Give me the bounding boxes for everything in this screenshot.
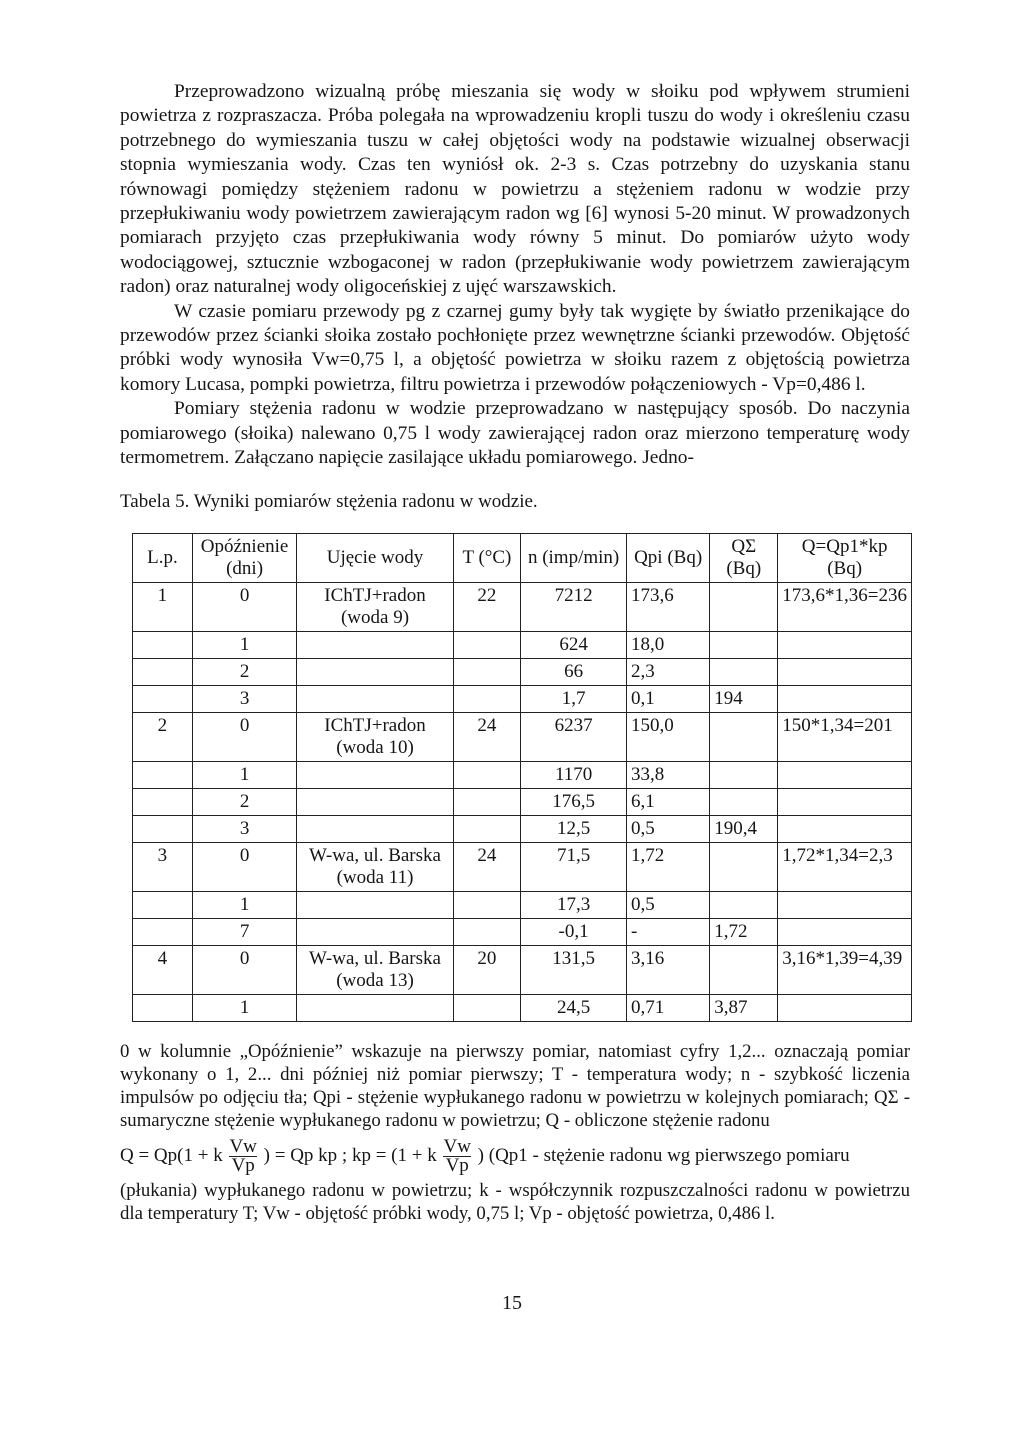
table-row [133, 658, 912, 685]
table-cell [133, 815, 193, 842]
table-cell [453, 658, 521, 685]
table-cell: 1,72 [627, 842, 710, 891]
table-cell [453, 761, 521, 788]
table-cell: 4 [133, 945, 193, 994]
table-cell: 24 [453, 842, 521, 891]
table-cell: 1,7 [521, 685, 627, 712]
table-cell: 2,3 [627, 658, 710, 685]
fraction-1-denominator: Vp [231, 1154, 255, 1176]
table-cell: 1 [192, 891, 297, 918]
table-cell: 173,6 [627, 582, 710, 631]
header-qsum: QΣ (Bq) [710, 533, 778, 582]
header-q: Q=Qp1*kp (Bq) [778, 533, 912, 582]
table-cell [297, 631, 453, 658]
table-cell: 624 [521, 631, 627, 658]
table-cell: W-wa, ul. Barska (woda 11) [297, 842, 453, 891]
table-cell [778, 918, 912, 945]
table-cell: 190,4 [710, 815, 778, 842]
table-cell: 71,5 [521, 842, 627, 891]
table-cell: 24 [453, 712, 521, 761]
header-source: Ujęcie wody [297, 533, 453, 582]
table-cell: 0,5 [627, 891, 710, 918]
table-cell: 17,3 [521, 891, 627, 918]
table-cell: -0,1 [521, 918, 627, 945]
table-row [133, 712, 912, 761]
header-temp: T (°C) [453, 533, 521, 582]
table-cell: 6237 [521, 712, 627, 761]
paragraph-2: W czasie pomiaru przewody pg z czarnej gumy były tak wygięte by światło przenikające do przewodów przez ścianki słoika zostało pochłonięte przez wewnętrzne ścianki przewodów. Objętość próbki wody wynosiła Vw=0,75 l, a objętość powietrza w słoiku razem z objętością powietrza komory Lucasa, pompki powietrza, filtru powietrza i przewodów połączeniowych - Vp=0,486 l. [120, 300, 910, 395]
table-cell [778, 761, 912, 788]
table-cell [710, 712, 778, 761]
table-cell: 2 [133, 712, 193, 761]
table-cell [710, 582, 778, 631]
table-cell [133, 994, 193, 1021]
table-notes [120, 1040, 910, 1225]
table-cell: 7 [192, 918, 297, 945]
table-cell: 3 [133, 842, 193, 891]
fraction-1 [229, 1135, 257, 1176]
table-cell [297, 761, 453, 788]
table-cell: 6,1 [627, 788, 710, 815]
header-qpi: Qpi (Bq) [627, 533, 710, 582]
table-cell: 3 [192, 815, 297, 842]
table-cell: 66 [521, 658, 627, 685]
table-cell [297, 788, 453, 815]
table-cell [297, 918, 453, 945]
table-cell [453, 918, 521, 945]
header-rate: n (imp/min) [521, 533, 627, 582]
table-cell [453, 631, 521, 658]
table-cell [710, 788, 778, 815]
table-cell [133, 631, 193, 658]
table-cell: 18,0 [627, 631, 710, 658]
table-cell: 24,5 [521, 994, 627, 1021]
table-cell: 2 [192, 788, 297, 815]
fraction-2-denominator: Vp [445, 1154, 469, 1176]
table-cell: 0 [192, 945, 297, 994]
table-cell: 1,72 [710, 918, 778, 945]
table-cell: 33,8 [627, 761, 710, 788]
paragraph-3: Pomiary stężenia radonu w wodzie przeprowadzano w następujący sposób. Do naczynia pomiarowego (słoika) nalewano 0,75 l wody zawierającej radon oraz mierzono temperaturę wody termometrem. Załączano napięcie zasilające układu pomiarowego. Jedno- [120, 398, 910, 469]
table-row [133, 685, 912, 712]
table-cell: 3,87 [710, 994, 778, 1021]
formula-right: ) (Qp1 - stężenie radonu wg pierwszego pomiaru [477, 1144, 850, 1166]
table-cell [133, 658, 193, 685]
table-cell: 2 [192, 658, 297, 685]
table-cell: 0 [192, 842, 297, 891]
table-row [133, 631, 912, 658]
page-number: 15 [502, 1292, 522, 1314]
table-cell [778, 658, 912, 685]
table-cell [710, 631, 778, 658]
formula-mid: ) = Qp kp ; kp = (1 + k [263, 1144, 437, 1166]
table-cell [778, 788, 912, 815]
table-cell [453, 788, 521, 815]
table-row [133, 891, 912, 918]
table-cell [778, 994, 912, 1021]
header-delay: Opóźnienie (dni) [192, 533, 297, 582]
table-cell [453, 685, 521, 712]
table-cell: 0,5 [627, 815, 710, 842]
table-row [133, 582, 912, 631]
fraction-2 [443, 1135, 471, 1176]
formula [120, 1135, 910, 1176]
table-cell: 1 [192, 631, 297, 658]
table-cell [710, 658, 778, 685]
results-table [132, 533, 912, 1022]
table-cell: 22 [453, 582, 521, 631]
notes-line-2: (płukania) wypłukanego radonu w powietrzu; k - współczynnik rozpuszczalności radonu w powietrzu dla temperatury T; Vw - objętość próbki wody, 0,75 l; Vp - objętość powietrza, 0,486 l. [120, 1179, 910, 1224]
table-cell: 3 [192, 685, 297, 712]
table-cell [297, 891, 453, 918]
table-header-row [133, 533, 912, 582]
table-cell: 12,5 [521, 815, 627, 842]
table-body [133, 582, 912, 1021]
table-cell: 1170 [521, 761, 627, 788]
table-cell: 1 [192, 761, 297, 788]
table-cell [778, 815, 912, 842]
table-cell: 1 [192, 994, 297, 1021]
table-cell [778, 685, 912, 712]
table-cell [453, 891, 521, 918]
table-row [133, 788, 912, 815]
table-row [133, 761, 912, 788]
table-cell [133, 891, 193, 918]
table-cell [778, 631, 912, 658]
table-cell: 176,5 [521, 788, 627, 815]
table-cell: 0 [192, 712, 297, 761]
table-cell [710, 945, 778, 994]
table-cell: 194 [710, 685, 778, 712]
table-cell [778, 891, 912, 918]
table-cell: 150,0 [627, 712, 710, 761]
table-row [133, 842, 912, 891]
table-cell: 0,71 [627, 994, 710, 1021]
table-cell: 3,16*1,39=4,39 [778, 945, 912, 994]
table-cell: 0 [192, 582, 297, 631]
header-lp: L.p. [133, 533, 193, 582]
table-cell: - [627, 918, 710, 945]
table-row [133, 918, 912, 945]
document-page [120, 80, 910, 1225]
table-cell: IChTJ+radon (woda 9) [297, 582, 453, 631]
table-row [133, 815, 912, 842]
table-cell [297, 994, 453, 1021]
table-row [133, 994, 912, 1021]
fraction-2-numerator: Vw [443, 1135, 471, 1157]
table-cell [297, 815, 453, 842]
table-cell: 173,6*1,36=236 [778, 582, 912, 631]
table-cell [453, 994, 521, 1021]
table-cell: 1,72*1,34=2,3 [778, 842, 912, 891]
formula-left: Q = Qp(1 + k [120, 1144, 223, 1166]
table-cell [297, 658, 453, 685]
table-row [133, 945, 912, 994]
table-cell [710, 891, 778, 918]
paragraph-1: Przeprowadzono wizualną próbę mieszania się wody w słoiku pod wpływem strumieni powietrza z rozpraszacza. Próba polegała na wprowadzeniu kropli tuszu do wody i określeniu czasu potrzebnego do wymieszania tuszu w całej objętości wody na podstawie wizualnej obserwacji stopnia wymieszania wody. Czas ten wyniósł ok. 2-3 s. Czas potrzebny do uzyskania stanu równowagi pomiędzy stężeniem radonu w powietrzu a stężeniem radonu w wodzie przy przepłukiwaniu wody powietrzem zawierającym radon wg [6] wynosi 5-20 minut. W prowadzonych pomiarach przyjęto czas przepłukiwania wody równy 5 minut. Do pomiarów użyto wody wodociągowej, sztucznie wzbogaconej w radon (przepłukiwanie wody powietrzem zawierającym radon) oraz naturalnej wody oligoceńskiej z ujęć warszawskich. [120, 81, 910, 298]
table-cell: 1 [133, 582, 193, 631]
table-cell: 131,5 [521, 945, 627, 994]
table-caption: Tabela 5. Wyniki pomiarów stężenia radonu w wodzie. [120, 490, 538, 512]
table-cell: 7212 [521, 582, 627, 631]
table-cell [453, 815, 521, 842]
table-cell [133, 788, 193, 815]
table-cell: 3,16 [627, 945, 710, 994]
table-cell: 150*1,34=201 [778, 712, 912, 761]
table-cell [710, 842, 778, 891]
table-cell [133, 685, 193, 712]
fraction-1-numerator: Vw [229, 1135, 257, 1157]
table-cell [133, 761, 193, 788]
table-cell: 0,1 [627, 685, 710, 712]
table-cell [297, 685, 453, 712]
table-cell: 20 [453, 945, 521, 994]
table-cell [710, 761, 778, 788]
table-cell: IChTJ+radon (woda 10) [297, 712, 453, 761]
table-cell: W-wa, ul. Barska (woda 13) [297, 945, 453, 994]
notes-line-1: 0 w kolumnie „Opóźnienie” wskazuje na pierwszy pomiar, natomiast cyfry 1,2... oznaczają pomiar wykonany o 1, 2... dni później niż pomiar pierwszy; T - temperatura wody; n - szybkość liczenia impulsów po odjęciu tła; Qpi - stężenie wypłukanego radonu w powietrzu w kolejnych pomiarach; QΣ - sumaryczne stężenie wypłukanego radonu w powietrzu; Q - obliczone stężenie radonu [120, 1040, 910, 1131]
table-cell [133, 918, 193, 945]
